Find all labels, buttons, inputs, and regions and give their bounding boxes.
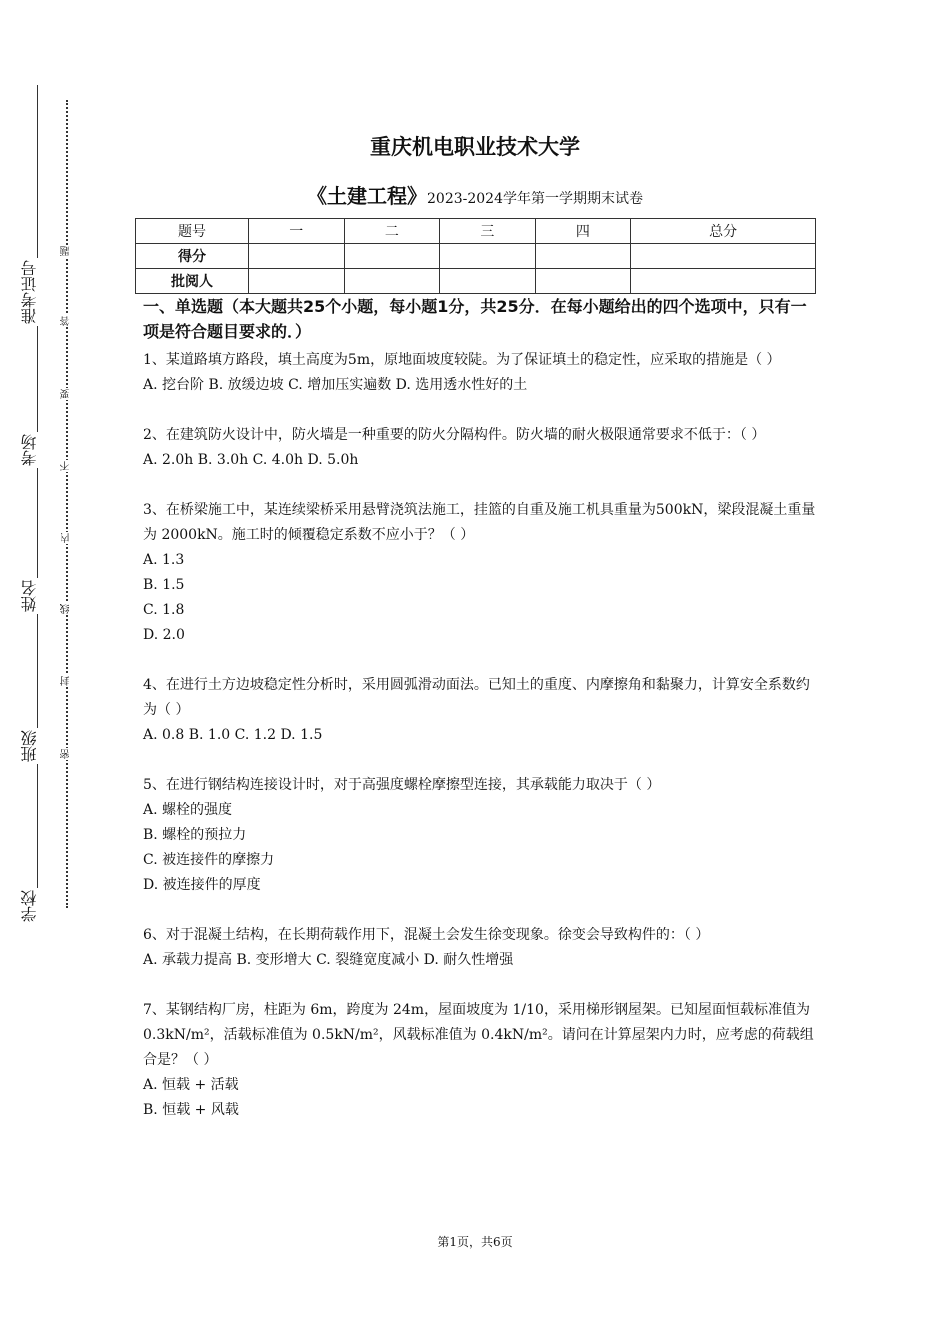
grader-row bbox=[136, 269, 816, 294]
score-cell[interactable] bbox=[631, 244, 816, 269]
score-table-header: 一 bbox=[249, 219, 345, 244]
binding-line-solid bbox=[37, 85, 38, 920]
page-footer: 第1页，共6页 bbox=[437, 1235, 513, 1249]
question-stem: 7、某钢结构厂房，柱距为 6m，跨度为 24m，屋面坡度为 1/10，采用梯形钢屋架。已知屋面恒载标准值为 0.3kN/m²，活载标准值为 0.5kN/m²，风载标准值为 0.4kN/m²。请问在计算屋架内力时，应考虑的荷载组合是？（ ） bbox=[143, 1002, 814, 1068]
seal-char: 要 bbox=[61, 389, 72, 399]
grader-cell[interactable] bbox=[344, 269, 440, 294]
seal-char: 封 bbox=[61, 676, 72, 686]
seal-char: 题 bbox=[61, 246, 72, 256]
grader-cell[interactable] bbox=[631, 269, 816, 294]
question-6 bbox=[143, 923, 818, 973]
question-options: A. 0.8 B. 1.0 C. 1.2 D. 1.5 bbox=[143, 727, 323, 743]
grader-cell[interactable] bbox=[535, 269, 631, 294]
question-option: A. 螺栓的强度 bbox=[143, 802, 233, 818]
score-row bbox=[136, 244, 816, 269]
question-stem: 2、在建筑防火设计中，防火墙是一种重要的防火分隔构件。防火墙的耐火极限通常要求不低于：（ ） bbox=[143, 427, 766, 443]
seal-char: 答 bbox=[61, 316, 72, 326]
question-2 bbox=[143, 423, 818, 473]
score-table-header: 题号 bbox=[136, 219, 249, 244]
grader-cell[interactable] bbox=[249, 269, 345, 294]
score-cell[interactable] bbox=[249, 244, 345, 269]
score-row-label: 得分 bbox=[136, 244, 249, 269]
score-cell[interactable] bbox=[344, 244, 440, 269]
question-option: D. 被连接件的厚度 bbox=[143, 877, 261, 893]
question-3 bbox=[143, 498, 818, 648]
grader-row-label: 批阅人 bbox=[136, 269, 249, 294]
seal-char: 密 bbox=[61, 749, 72, 759]
grader-cell[interactable] bbox=[440, 269, 536, 294]
score-table-header: 四 bbox=[535, 219, 631, 244]
question-option: B. 螺栓的预拉力 bbox=[143, 827, 247, 843]
question-4 bbox=[143, 673, 818, 748]
question-stem: 4、在进行土方边坡稳定性分析时，采用圆弧滑动面法。已知土的重度、内摩擦角和黏聚力，计算安全系数约为（ ） bbox=[143, 677, 810, 718]
question-option: D. 2.0 bbox=[143, 627, 185, 643]
name-label: 姓名 bbox=[20, 580, 39, 612]
question-stem: 5、在进行钢结构连接设计时，对于高强度螺栓摩擦型连接，其承载能力取决于（ ） bbox=[143, 777, 661, 793]
question-option: A. 恒载 + 活载 bbox=[143, 1077, 239, 1093]
score-table-header-row bbox=[136, 219, 816, 244]
seal-char: 不 bbox=[61, 461, 72, 471]
binding-line-dotted bbox=[66, 100, 68, 908]
question-option: B. 1.5 bbox=[143, 577, 185, 593]
question-stem: 1、某道路填方路段，填土高度为5m，原地面坡度较陡。为了保证填土的稳定性，应采取的措施是（ ） bbox=[143, 352, 781, 368]
exam-number-label: 准考证号 bbox=[20, 260, 39, 324]
score-table-header: 总分 bbox=[631, 219, 816, 244]
seal-char: 内 bbox=[61, 533, 72, 543]
exam-content bbox=[143, 294, 818, 1148]
seal-char: 线 bbox=[61, 604, 72, 614]
score-table-header: 二 bbox=[344, 219, 440, 244]
score-table-header: 三 bbox=[440, 219, 536, 244]
question-option: C. 1.8 bbox=[143, 602, 185, 618]
question-stem: 6、对于混凝土结构，在长期荷载作用下，混凝土会发生徐变现象。徐变会导致构件的：（ ） bbox=[143, 927, 710, 943]
course-name: 《土建工程》 bbox=[307, 184, 427, 208]
exam-title bbox=[0, 180, 950, 209]
term-text: 2023-2024学年第一学期期末试卷 bbox=[427, 191, 643, 207]
question-option: B. 恒载 + 风载 bbox=[143, 1102, 239, 1118]
question-options: A. 承载力提高 B. 变形增大 C. 裂缝宽度减小 D. 耐久性增强 bbox=[143, 952, 514, 968]
question-options: A. 2.0h B. 3.0h C. 4.0h D. 5.0h bbox=[143, 452, 359, 468]
question-options: A. 挖台阶 B. 放缓边坡 C. 增加压实遍数 D. 选用透水性好的土 bbox=[143, 377, 528, 393]
section-heading: 一、单选题（本大题共25个小题，每小题1分，共25分．在每小题给出的四个选项中，只有一项是符合题目要求的．） bbox=[143, 297, 807, 341]
exam-room-label: 考场 bbox=[20, 434, 39, 466]
question-stem: 3、在桥梁施工中，某连续梁桥采用悬臂浇筑法施工，挂篮的自重及施工机具重量为500kN，梁段混凝土重量为 2000kN。施工时的倾覆稳定系数不应小于？（ ） bbox=[143, 502, 816, 543]
question-7 bbox=[143, 998, 818, 1123]
question-1 bbox=[143, 348, 818, 398]
university-title: 重庆机电职业技术大学 bbox=[370, 135, 580, 159]
question-5 bbox=[143, 773, 818, 898]
score-cell[interactable] bbox=[535, 244, 631, 269]
class-label: 班级 bbox=[20, 730, 39, 762]
question-option: C. 被连接件的摩擦力 bbox=[143, 852, 275, 868]
score-table bbox=[135, 218, 816, 294]
question-option: A. 1.3 bbox=[143, 552, 185, 568]
score-cell[interactable] bbox=[440, 244, 536, 269]
school-label: 学校 bbox=[20, 890, 39, 922]
